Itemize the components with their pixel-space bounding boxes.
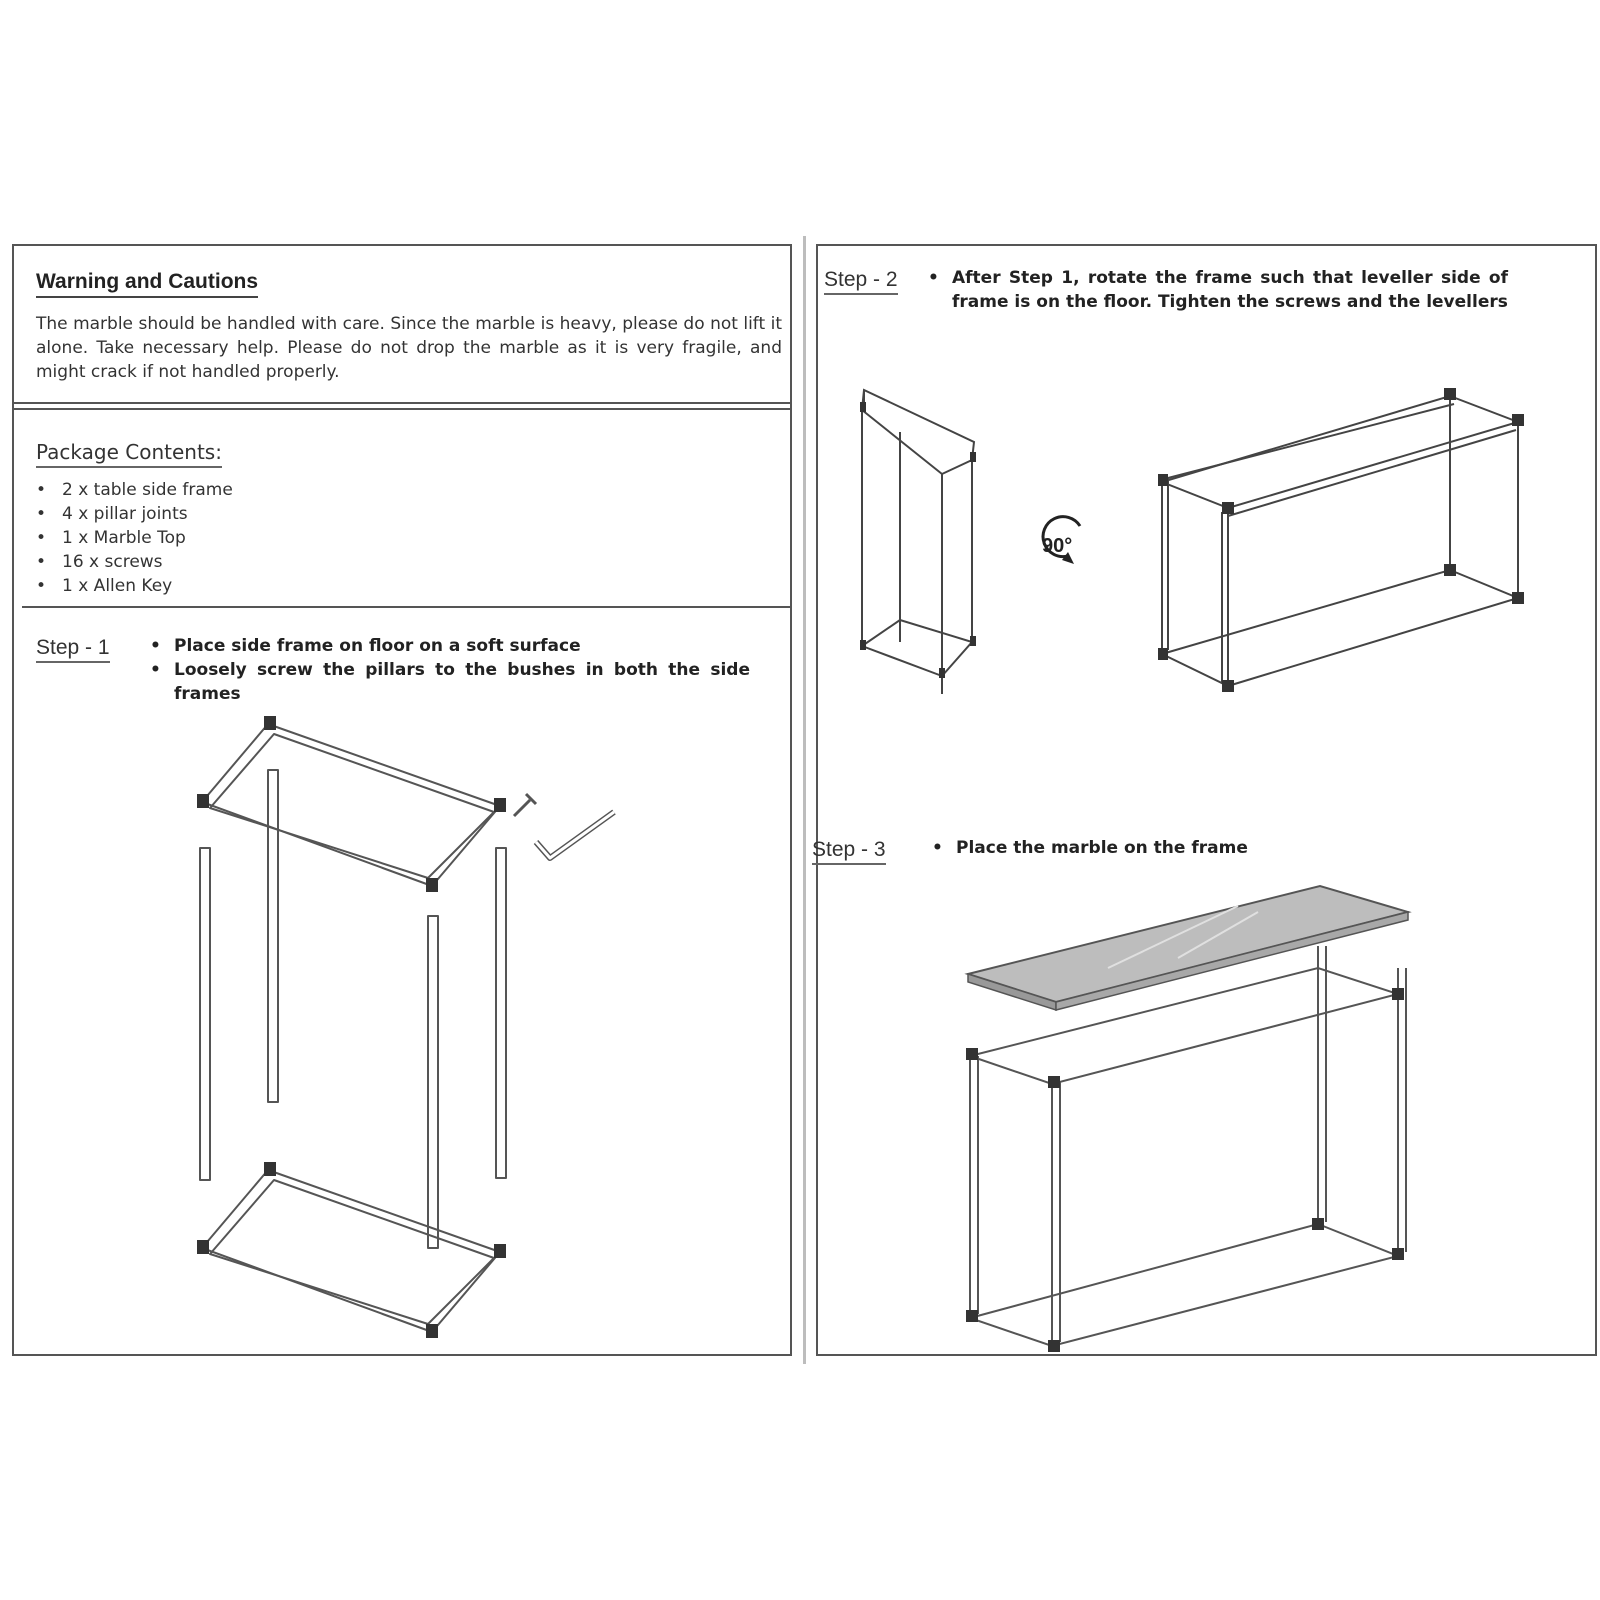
step1-label: Step - 1 [36, 636, 110, 663]
joint [1222, 680, 1234, 692]
joint [966, 1310, 978, 1322]
package-item-text: 1 x Allen Key [62, 576, 173, 596]
joint [1158, 474, 1168, 486]
step1-illustration [14, 246, 794, 1358]
screw [514, 800, 530, 816]
joint [494, 1244, 506, 1258]
joint [1444, 388, 1456, 400]
left-panel [12, 244, 792, 1356]
step1-bullet: Loosely screw the pillars to the bushes in both the side frames [174, 660, 750, 704]
top-frame-outer [202, 724, 500, 886]
joint [1312, 1218, 1324, 1230]
joint [426, 1324, 438, 1338]
joint [197, 794, 209, 808]
joint [1444, 564, 1456, 576]
joint [494, 798, 506, 812]
bullet: • [36, 528, 47, 548]
rotation-icon [1042, 517, 1080, 564]
joint [197, 1240, 209, 1254]
column-separator [803, 236, 806, 1364]
step2-step3-illustration [818, 246, 1599, 1358]
bullet: • [150, 636, 161, 656]
rotation-label: 90° [1042, 535, 1073, 557]
upright-frame [862, 390, 974, 694]
bullet: • [150, 660, 161, 680]
step3-frame [970, 946, 1406, 1346]
right-panel [812, 244, 1597, 1356]
warning-text: The marble should be handled with care. Since the marble is heavy, please do not lift it alone. Take necessary help. Please do not drop the marble as it is very fragile, and might crack if not handled properly. [36, 314, 782, 382]
marble-top [968, 886, 1408, 1010]
joint [426, 878, 438, 892]
joint [970, 636, 976, 646]
step2-bullet: After Step 1, rotate the frame such that leveller side of frame is on the floor. Tighten the screws and the levellers [952, 268, 1508, 312]
joint [1392, 1248, 1404, 1260]
package-item-text: 1 x Marble Top [62, 528, 186, 548]
joint [1222, 502, 1234, 514]
pillar-front-left [200, 848, 210, 1180]
joint [1512, 592, 1524, 604]
joint [264, 1162, 276, 1176]
joint [860, 402, 866, 412]
bullet: • [36, 504, 47, 524]
bullet: • [36, 480, 47, 500]
package-item-text: 4 x pillar joints [62, 504, 188, 524]
joint [1158, 648, 1168, 660]
warning-title: Warning and Cautions [36, 270, 258, 298]
joint [1392, 988, 1404, 1000]
joint [1512, 414, 1524, 426]
joint [1048, 1076, 1060, 1088]
package-item-text: 2 x table side frame [62, 480, 233, 500]
bottom-frame-outer [202, 1170, 500, 1332]
step2-label: Step - 2 [824, 268, 898, 295]
bullet: • [36, 552, 47, 572]
horizontal-frame [1162, 396, 1518, 686]
step3-label: Step - 3 [812, 838, 886, 865]
step1-bullet: Place side frame on floor on a soft surface [174, 636, 581, 656]
step3-bullet: Place the marble on the frame [956, 838, 1248, 858]
joint [966, 1048, 978, 1060]
package-title: Package Contents: [36, 440, 222, 468]
package-item-text: 16 x screws [62, 552, 163, 572]
bullet: • [928, 268, 939, 288]
bullet: • [932, 838, 943, 858]
joint [264, 716, 276, 730]
joint [1048, 1340, 1060, 1352]
bullet: • [36, 576, 47, 596]
pillar-back-left [268, 770, 278, 1102]
joint [970, 452, 976, 462]
pillar-back-right [496, 848, 506, 1178]
joint [939, 668, 945, 678]
pillar-front-right [428, 916, 438, 1248]
joint [860, 640, 866, 650]
